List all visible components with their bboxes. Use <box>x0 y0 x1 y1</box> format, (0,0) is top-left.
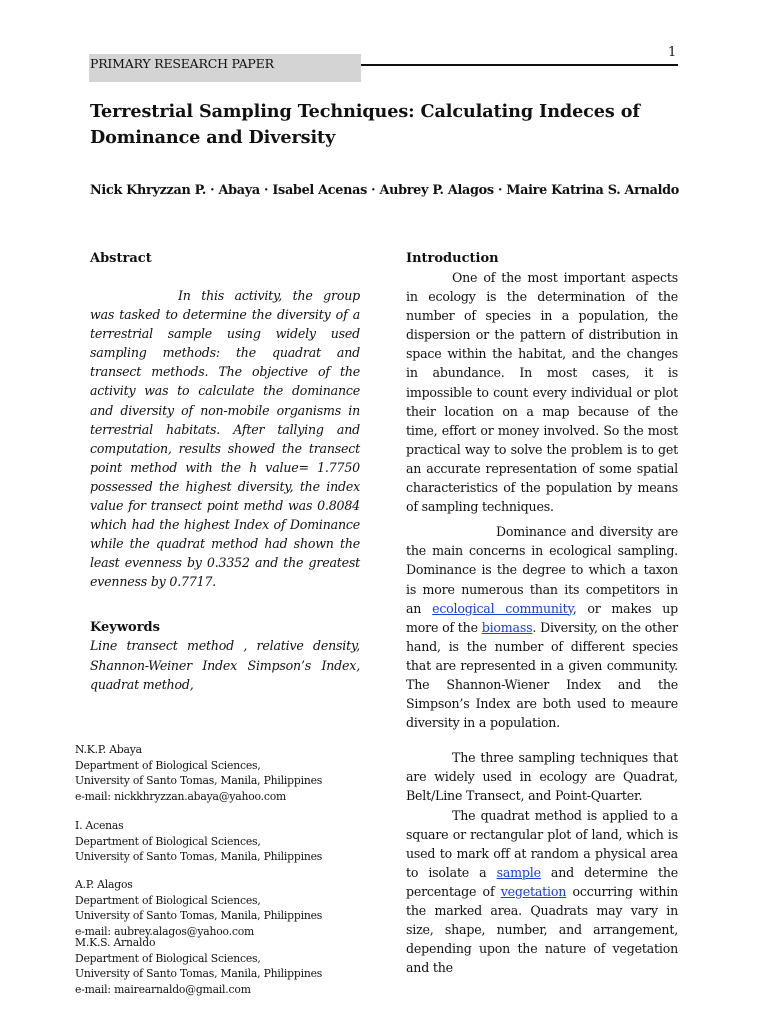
abstract-text: In this activity, the group was tasked to determine the diversity of a terrestrial sample using widely used sampling methods: the quadrat and transect methods. The objective of the activity was to calculate the dominance and diversity of non-mobile organisms in terrestrial habitats. After tallying and computation, results showed the transect point method with the h value= 1.7750 possessed the highest diversity, the index value for transect point methd was 0.8084 which had the highest Index of Dominance while the quadrat method had shown the least evenness by 0.3352 and the greatest evenness by 0.7717. <box>90 288 360 590</box>
affiliation-alagos <box>75 877 365 939</box>
affiliation-dept: Department of Biological Sciences, <box>75 834 261 848</box>
affiliation-name: A.P. Alagos <box>75 878 133 891</box>
affiliation-email: e-mail: aubrey.alagos@yahoo.com <box>75 924 255 938</box>
link-ecological-community[interactable]: ecological community <box>432 600 573 616</box>
abstract-heading: Abstract <box>90 251 152 266</box>
affiliation-email: e-mail: mairearnaldo@gmail.com <box>75 982 251 996</box>
paper-title: Terrestrial Sampling Techniques: Calculating Indeces of Dominance and Diversity <box>90 101 640 148</box>
affiliation-email: e-mail: nickkhryzzan.abaya@yahoo.com <box>75 789 287 803</box>
link-vegetation[interactable]: vegetation <box>500 883 567 899</box>
page-number: 1 <box>668 45 677 60</box>
affiliation-university: University of Santo Tomas, Manila, Philippines <box>75 774 323 787</box>
link-biomass[interactable]: biomass <box>481 619 533 635</box>
affiliation-acenas <box>75 818 365 865</box>
author-list: Nick Khryzzan P. · Abaya · Isabel Acenas · Aubrey P. Alagos · Maire Katrina S. Arnaldo <box>90 183 680 198</box>
affiliation-university: University of Santo Tomas, Manila, Philippines <box>75 909 323 922</box>
affiliation-dept: Department of Biological Sciences, <box>75 893 261 907</box>
affiliation-abaya <box>75 742 365 804</box>
abstract-body <box>90 286 360 592</box>
introduction-body <box>406 268 678 977</box>
introduction-heading: Introduction <box>406 251 499 266</box>
journal-section-label: PRIMARY RESEARCH PAPER <box>89 54 361 82</box>
header-rule <box>361 64 678 66</box>
keywords-heading: Keywords <box>90 620 160 635</box>
intro-paragraph-4: The quadrat method is applied to a square or rectangular plot of land, which is used to mark off at random a physical area to isolate a sample and determine the percentage of vegetation occurring within the marked area. Quadrats may vary in size, shape, number, and arrangement, depending upon the nature of vegetation and the <box>406 807 678 976</box>
affiliation-name: M.K.S. Arnaldo <box>75 936 156 949</box>
intro-paragraph-3: The three sampling techniques that are widely used in ecology are Quadrat, Belt/Line Transect, and Point-Quarter. <box>406 750 678 804</box>
affiliation-arnaldo <box>75 935 365 997</box>
intro-paragraph-1: One of the most important aspects in ecology is the determination of the number of species in a population, the dispersion or the pattern of distribution in space within the habitat, and the changes in abundance. In most cases, it is impossible to count every individual or plot their location on a map because of the time, effort or money involved. So the most practical way to solve the problem is to get an accurate representation of some spatial characteristics of the population by means of sampling techniques. <box>406 270 678 515</box>
affiliation-name: I. Acenas <box>75 819 124 832</box>
affiliation-name: N.K.P. Abaya <box>75 743 142 756</box>
keywords-text: Line transect method , relative density, Shannon-Weiner Index Simpson’s Index, quadrat method, <box>90 638 360 692</box>
affiliation-dept: Department of Biological Sciences, <box>75 951 261 965</box>
affiliation-university: University of Santo Tomas, Manila, Philippines <box>75 967 323 980</box>
affiliation-dept: Department of Biological Sciences, <box>75 758 261 772</box>
intro-paragraph-2: Dominance and diversity are the main concerns in ecological sampling. Dominance is the degree to which a taxon is more numerous than its competitors in an ecological community, or makes up more of the biomass. Diversity, on the other hand, is the number of different species that are represented in a given community. The Shannon-Wiener Index and the Simpson’s Index are both used to meaure diversity in a population. <box>406 524 679 731</box>
link-sample[interactable]: sample <box>496 864 541 880</box>
affiliation-university: University of Santo Tomas, Manila, Philippines <box>75 850 323 863</box>
